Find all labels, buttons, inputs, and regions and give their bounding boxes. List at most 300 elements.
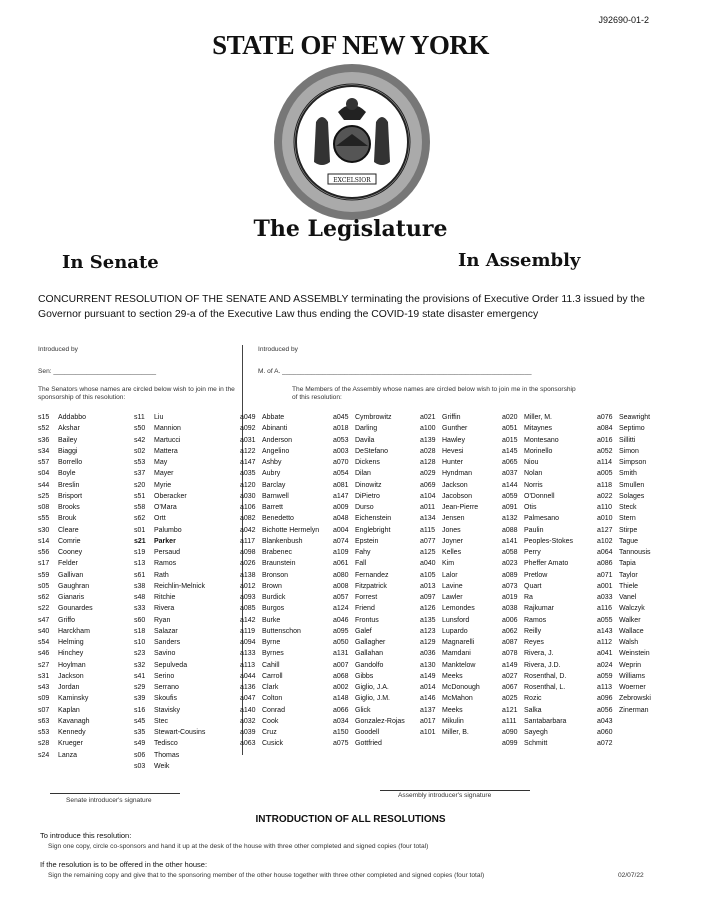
member-entry[interactable] [502, 480, 573, 491]
member-district-code: s29 [134, 684, 146, 691]
member-district-code: a040 [420, 560, 436, 568]
member-entry[interactable] [38, 446, 93, 457]
member-entry[interactable] [420, 660, 480, 671]
member-entry[interactable] [240, 536, 319, 547]
member-entry[interactable] [38, 412, 93, 423]
member-district-code: s01 [134, 526, 146, 534]
member-name: Barrett [262, 504, 284, 511]
member-entry[interactable] [502, 705, 573, 716]
member-district-code: a133 [240, 650, 256, 658]
member-entry[interactable] [420, 446, 480, 457]
member-entry[interactable] [420, 502, 480, 513]
member-entry[interactable] [420, 615, 480, 626]
member-entry[interactable] [38, 468, 93, 479]
member-name: Rivera, J.D. [524, 661, 561, 669]
member-district-code: a150 [333, 729, 349, 736]
member-entry[interactable] [240, 525, 319, 536]
member-entry[interactable] [502, 435, 573, 446]
member-entry[interactable] [420, 581, 480, 592]
member-entry[interactable] [134, 603, 205, 614]
member-name: Akshar [58, 425, 80, 433]
member-entry[interactable] [420, 682, 480, 693]
member-entry[interactable] [134, 671, 205, 682]
member-name: Stirpe [619, 526, 638, 534]
member-district-code: s57 [38, 459, 50, 466]
member-entry[interactable] [420, 626, 480, 637]
member-entry[interactable] [240, 435, 319, 446]
member-entry[interactable] [134, 525, 205, 536]
member-district-code: s04 [38, 470, 50, 478]
member-entry[interactable] [38, 570, 93, 581]
member-entry[interactable] [333, 603, 405, 614]
member-entry[interactable] [502, 603, 573, 614]
member-district-code: a080 [333, 571, 349, 579]
member-entry[interactable] [134, 592, 205, 603]
member-name: Burke [262, 616, 281, 624]
member-entry[interactable] [502, 738, 573, 749]
member-district-code: s49 [134, 740, 146, 748]
member-name: Stavisky [154, 706, 181, 714]
member-entry[interactable] [134, 513, 205, 524]
member-name: Solages [619, 492, 645, 500]
member-entry[interactable] [38, 615, 93, 626]
member-entry[interactable] [420, 603, 480, 614]
member-entry[interactable] [240, 727, 319, 738]
member-entry[interactable] [502, 626, 573, 637]
member-entry[interactable] [134, 615, 205, 626]
member-entry[interactable] [597, 637, 651, 648]
member-entry[interactable] [38, 648, 93, 659]
member-entry[interactable] [38, 547, 93, 558]
member-entry[interactable] [333, 705, 405, 716]
member-entry[interactable] [38, 660, 93, 671]
member-entry[interactable] [502, 570, 573, 581]
member-entry[interactable] [240, 581, 319, 592]
member-district-code: a127 [597, 526, 613, 534]
member-entry[interactable] [597, 547, 651, 558]
member-entry[interactable] [38, 693, 93, 704]
member-entry[interactable] [134, 570, 205, 581]
member-entry[interactable] [240, 480, 319, 491]
member-entry[interactable] [502, 468, 573, 479]
member-entry[interactable] [240, 491, 319, 502]
member-district-code: s44 [38, 481, 50, 489]
senate-signature-line[interactable] [50, 793, 180, 794]
introduce-label: To introduce this resolution: [40, 831, 132, 840]
member-entry[interactable] [134, 502, 205, 513]
member-entry[interactable] [240, 716, 319, 727]
member-entry[interactable] [502, 536, 573, 547]
member-entry[interactable] [134, 581, 205, 592]
member-entry[interactable] [333, 446, 405, 457]
member-entry[interactable] [420, 457, 480, 468]
member-entry[interactable] [134, 468, 205, 479]
member-entry[interactable] [134, 705, 205, 716]
member-entry[interactable] [597, 648, 651, 659]
member-name: Byrnes [262, 650, 284, 658]
member-entry[interactable] [134, 693, 205, 704]
member-entry[interactable] [420, 637, 480, 648]
member-district-code: a145 [502, 447, 518, 455]
member-district-code: a064 [597, 549, 613, 556]
member-district-code: a138 [240, 571, 256, 579]
member-entry[interactable] [240, 558, 319, 569]
member-entry[interactable] [38, 738, 93, 749]
member-entry[interactable] [420, 693, 480, 704]
member-entry[interactable] [333, 626, 405, 637]
member-entry[interactable] [38, 435, 93, 446]
member-entry[interactable] [38, 716, 93, 727]
member-entry[interactable] [420, 547, 480, 558]
member-entry[interactable] [38, 637, 93, 648]
member-entry[interactable] [502, 581, 573, 592]
member-entry[interactable] [333, 738, 405, 749]
member-name: Rivera, J. [524, 650, 554, 658]
member-district-code: a094 [240, 639, 256, 646]
member-name: Dinowitz [355, 481, 382, 489]
member-name: Miller, B. [442, 729, 469, 736]
member-entry[interactable] [240, 457, 319, 468]
senator-signature-field[interactable]: Sen: ____________________________ [38, 368, 157, 375]
member-name: Liu [154, 414, 164, 421]
member-entry[interactable] [333, 525, 405, 536]
member-name: Walsh [619, 639, 639, 646]
member-entry[interactable] [333, 435, 405, 446]
member-district-code: s63 [38, 717, 50, 725]
member-entry[interactable] [333, 412, 405, 423]
member-entry[interactable] [240, 547, 319, 558]
member-name: Miller, M. [524, 414, 552, 421]
member-entry[interactable] [240, 660, 319, 671]
member-entry[interactable] [597, 693, 651, 704]
member-entry[interactable] [38, 750, 93, 761]
member-entry[interactable] [333, 615, 405, 626]
member-entry[interactable] [333, 423, 405, 434]
member-entry[interactable] [240, 671, 319, 682]
member-entry[interactable] [240, 592, 319, 603]
member-district-code: a141 [502, 537, 518, 545]
member-entry[interactable] [597, 480, 651, 491]
member-entry[interactable] [597, 570, 651, 581]
member-entry[interactable] [420, 716, 480, 727]
member-entry[interactable] [597, 671, 651, 682]
member-name: Colton [262, 695, 283, 703]
member-name: Tapia [619, 560, 636, 568]
member-entry[interactable] [502, 637, 573, 648]
member-district-code: s14 [38, 537, 50, 545]
member-entry[interactable] [38, 423, 93, 434]
member-entry[interactable] [420, 468, 480, 479]
member-entry[interactable] [333, 727, 405, 738]
member-entry[interactable] [240, 603, 319, 614]
member-entry[interactable] [597, 513, 651, 524]
member-entry[interactable] [38, 525, 93, 536]
member-entry[interactable] [597, 423, 651, 434]
assembly-member-signature-field[interactable]: M. of A. ____________________________________________________________________ [258, 368, 532, 375]
member-name: Felder [58, 560, 78, 568]
member-entry[interactable] [420, 525, 480, 536]
member-entry[interactable] [502, 446, 573, 457]
member-entry[interactable] [38, 513, 93, 524]
member-entry[interactable] [420, 412, 480, 423]
member-name: Taylor [619, 571, 638, 579]
member-entry[interactable] [502, 547, 573, 558]
member-entry[interactable] [240, 412, 319, 423]
member-entry[interactable] [38, 491, 93, 502]
senate-introduced-by: Introduced by [38, 346, 78, 353]
member-entry[interactable] [134, 637, 205, 648]
member-name: Jackson [442, 481, 468, 489]
member-entry[interactable] [502, 648, 573, 659]
member-district-code: a144 [502, 481, 518, 489]
member-entry[interactable] [597, 502, 651, 513]
member-entry[interactable] [134, 480, 205, 491]
member-entry[interactable] [502, 615, 573, 626]
member-district-code: a029 [420, 470, 436, 478]
member-entry[interactable] [240, 468, 319, 479]
member-district-code: a061 [333, 560, 349, 568]
member-entry[interactable] [420, 671, 480, 682]
member-entry[interactable] [597, 525, 651, 536]
member-entry[interactable] [38, 727, 93, 738]
member-entry[interactable] [420, 558, 480, 569]
member-entry[interactable] [502, 491, 573, 502]
member-entry[interactable] [38, 502, 93, 513]
member-district-code: a070 [333, 459, 349, 466]
member-entry[interactable] [333, 660, 405, 671]
member-entry[interactable] [240, 502, 319, 513]
member-name: Ashby [262, 459, 282, 466]
member-entry[interactable] [502, 558, 573, 569]
member-name: Kaplan [58, 706, 80, 714]
member-district-code: a128 [420, 459, 436, 466]
member-entry[interactable] [240, 513, 319, 524]
member-district-code: a059 [597, 672, 613, 680]
member-name: Griffo [58, 616, 75, 624]
member-entry[interactable] [38, 592, 93, 603]
member-entry[interactable] [597, 581, 651, 592]
member-entry[interactable] [597, 705, 651, 716]
member-entry[interactable] [333, 502, 405, 513]
member-entry[interactable] [420, 570, 480, 581]
member-entry[interactable] [333, 480, 405, 491]
member-entry[interactable] [420, 491, 480, 502]
member-entry[interactable] [502, 716, 573, 727]
member-entry[interactable] [333, 513, 405, 524]
in-assembly-heading: In Assembly [458, 250, 581, 271]
member-name: Biaggi [58, 447, 78, 455]
member-entry[interactable] [502, 727, 573, 738]
member-entry[interactable] [134, 716, 205, 727]
member-entry[interactable] [240, 626, 319, 637]
member-entry[interactable] [134, 491, 205, 502]
member-entry[interactable] [240, 637, 319, 648]
member-entry[interactable] [240, 446, 319, 457]
member-district-code: a098 [240, 549, 256, 556]
member-name: Mikulin [442, 717, 464, 725]
member-entry[interactable] [333, 570, 405, 581]
member-entry[interactable] [38, 682, 93, 693]
member-entry[interactable] [134, 750, 205, 761]
member-entry[interactable] [134, 761, 205, 772]
member-entry[interactable] [420, 705, 480, 716]
member-entry[interactable] [134, 648, 205, 659]
member-entry[interactable] [420, 513, 480, 524]
member-entry[interactable] [597, 615, 651, 626]
member-entry[interactable] [134, 536, 205, 547]
member-entry[interactable] [333, 716, 405, 727]
member-entry[interactable] [38, 558, 93, 569]
member-entry[interactable] [502, 412, 573, 423]
member-entry[interactable] [502, 502, 573, 513]
member-entry[interactable] [333, 637, 405, 648]
member-name: Barnwell [262, 492, 289, 500]
member-entry[interactable] [240, 570, 319, 581]
member-name: Rivera [154, 605, 175, 613]
member-entry[interactable] [502, 693, 573, 704]
member-name: Ortt [154, 515, 166, 523]
member-district-code: a084 [597, 425, 613, 433]
member-entry[interactable] [597, 626, 651, 637]
member-entry[interactable] [38, 626, 93, 637]
member-district-code: a089 [502, 571, 518, 579]
member-entry[interactable] [597, 727, 651, 738]
member-district-code: a034 [333, 717, 349, 725]
member-entry[interactable] [38, 671, 93, 682]
member-entry[interactable] [502, 682, 573, 693]
member-name: Morinello [524, 447, 553, 455]
member-district-code: a130 [420, 661, 436, 669]
member-name: Zinerman [619, 706, 649, 714]
member-entry[interactable] [597, 457, 651, 468]
member-entry[interactable] [134, 446, 205, 457]
member-entry[interactable] [240, 738, 319, 749]
member-entry[interactable] [333, 693, 405, 704]
member-entry[interactable] [597, 412, 651, 423]
member-district-code: a101 [420, 729, 436, 736]
member-district-code: s40 [38, 627, 50, 635]
member-name: Meeks [442, 706, 463, 714]
member-entry[interactable] [134, 626, 205, 637]
member-entry[interactable] [333, 468, 405, 479]
member-entry[interactable] [333, 648, 405, 659]
member-name: Palumbo [154, 526, 182, 534]
member-entry[interactable] [597, 716, 651, 727]
member-entry[interactable] [420, 648, 480, 659]
member-entry[interactable] [134, 682, 205, 693]
member-entry[interactable] [134, 547, 205, 558]
member-entry[interactable] [333, 536, 405, 547]
member-district-code: a119 [240, 627, 256, 635]
member-district-code: s09 [38, 695, 50, 703]
member-entry[interactable] [134, 558, 205, 569]
member-entry[interactable] [597, 446, 651, 457]
member-district-code: s35 [134, 729, 146, 736]
member-entry[interactable] [502, 525, 573, 536]
member-entry[interactable] [134, 435, 205, 446]
member-entry[interactable] [333, 581, 405, 592]
member-entry[interactable] [240, 705, 319, 716]
member-entry[interactable] [502, 660, 573, 671]
member-entry[interactable] [502, 513, 573, 524]
member-entry[interactable] [597, 536, 651, 547]
member-entry[interactable] [38, 480, 93, 491]
member-entry[interactable] [38, 536, 93, 547]
member-name: Tedisco [154, 740, 178, 748]
member-entry[interactable] [597, 682, 651, 693]
member-name: Mayer [154, 470, 174, 478]
member-entry[interactable] [240, 615, 319, 626]
member-entry[interactable] [38, 457, 93, 468]
member-entry[interactable] [502, 457, 573, 468]
member-entry[interactable] [333, 682, 405, 693]
member-entry[interactable] [38, 705, 93, 716]
member-entry[interactable] [240, 682, 319, 693]
member-entry[interactable] [38, 603, 93, 614]
member-entry[interactable] [333, 671, 405, 682]
member-entry[interactable] [597, 738, 651, 749]
member-entry[interactable] [420, 480, 480, 491]
member-entry[interactable] [333, 592, 405, 603]
member-name: Harckham [58, 627, 90, 635]
member-entry[interactable] [240, 423, 319, 434]
member-entry[interactable] [420, 435, 480, 446]
member-entry[interactable] [502, 671, 573, 682]
assembly-signature-line[interactable] [380, 790, 530, 791]
assembly-column-5 [597, 412, 651, 750]
member-entry[interactable] [134, 738, 205, 749]
member-entry[interactable] [38, 581, 93, 592]
senate-column-1 [38, 412, 93, 761]
member-entry[interactable] [502, 423, 573, 434]
member-entry[interactable] [333, 457, 405, 468]
member-name: Bailey [58, 436, 78, 444]
member-entry[interactable] [597, 558, 651, 569]
member-entry[interactable] [420, 592, 480, 603]
member-entry[interactable] [502, 592, 573, 603]
member-entry[interactable] [597, 660, 651, 671]
member-entry[interactable] [134, 660, 205, 671]
member-entry[interactable] [134, 457, 205, 468]
member-district-code: a110 [597, 504, 613, 511]
member-entry[interactable] [134, 412, 205, 423]
member-name: Mitaynes [524, 425, 553, 433]
member-entry[interactable] [333, 558, 405, 569]
member-entry[interactable] [134, 423, 205, 434]
member-entry[interactable] [420, 727, 480, 738]
member-entry[interactable] [597, 603, 651, 614]
member-entry[interactable] [240, 648, 319, 659]
member-district-code: a044 [240, 672, 256, 680]
member-entry[interactable] [597, 435, 651, 446]
member-entry[interactable] [420, 536, 480, 547]
member-name: Lalor [442, 571, 458, 579]
member-entry[interactable] [134, 727, 205, 738]
member-entry[interactable] [597, 491, 651, 502]
member-name: Myrie [154, 481, 172, 489]
member-entry[interactable] [333, 491, 405, 502]
member-entry[interactable] [597, 468, 651, 479]
member-entry[interactable] [420, 423, 480, 434]
member-district-code: s32 [134, 661, 146, 669]
member-entry[interactable] [333, 547, 405, 558]
introduce-instructions: Sign one copy, circle co-sponsors and hand it up at the desk of the house with three other completed and signed copies (four total) [48, 843, 429, 850]
member-entry[interactable] [240, 693, 319, 704]
member-entry[interactable] [597, 592, 651, 603]
member-district-code: s02 [134, 447, 146, 455]
member-name: Angelino [262, 447, 290, 455]
member-name: Giglio, J.M. [355, 695, 391, 703]
